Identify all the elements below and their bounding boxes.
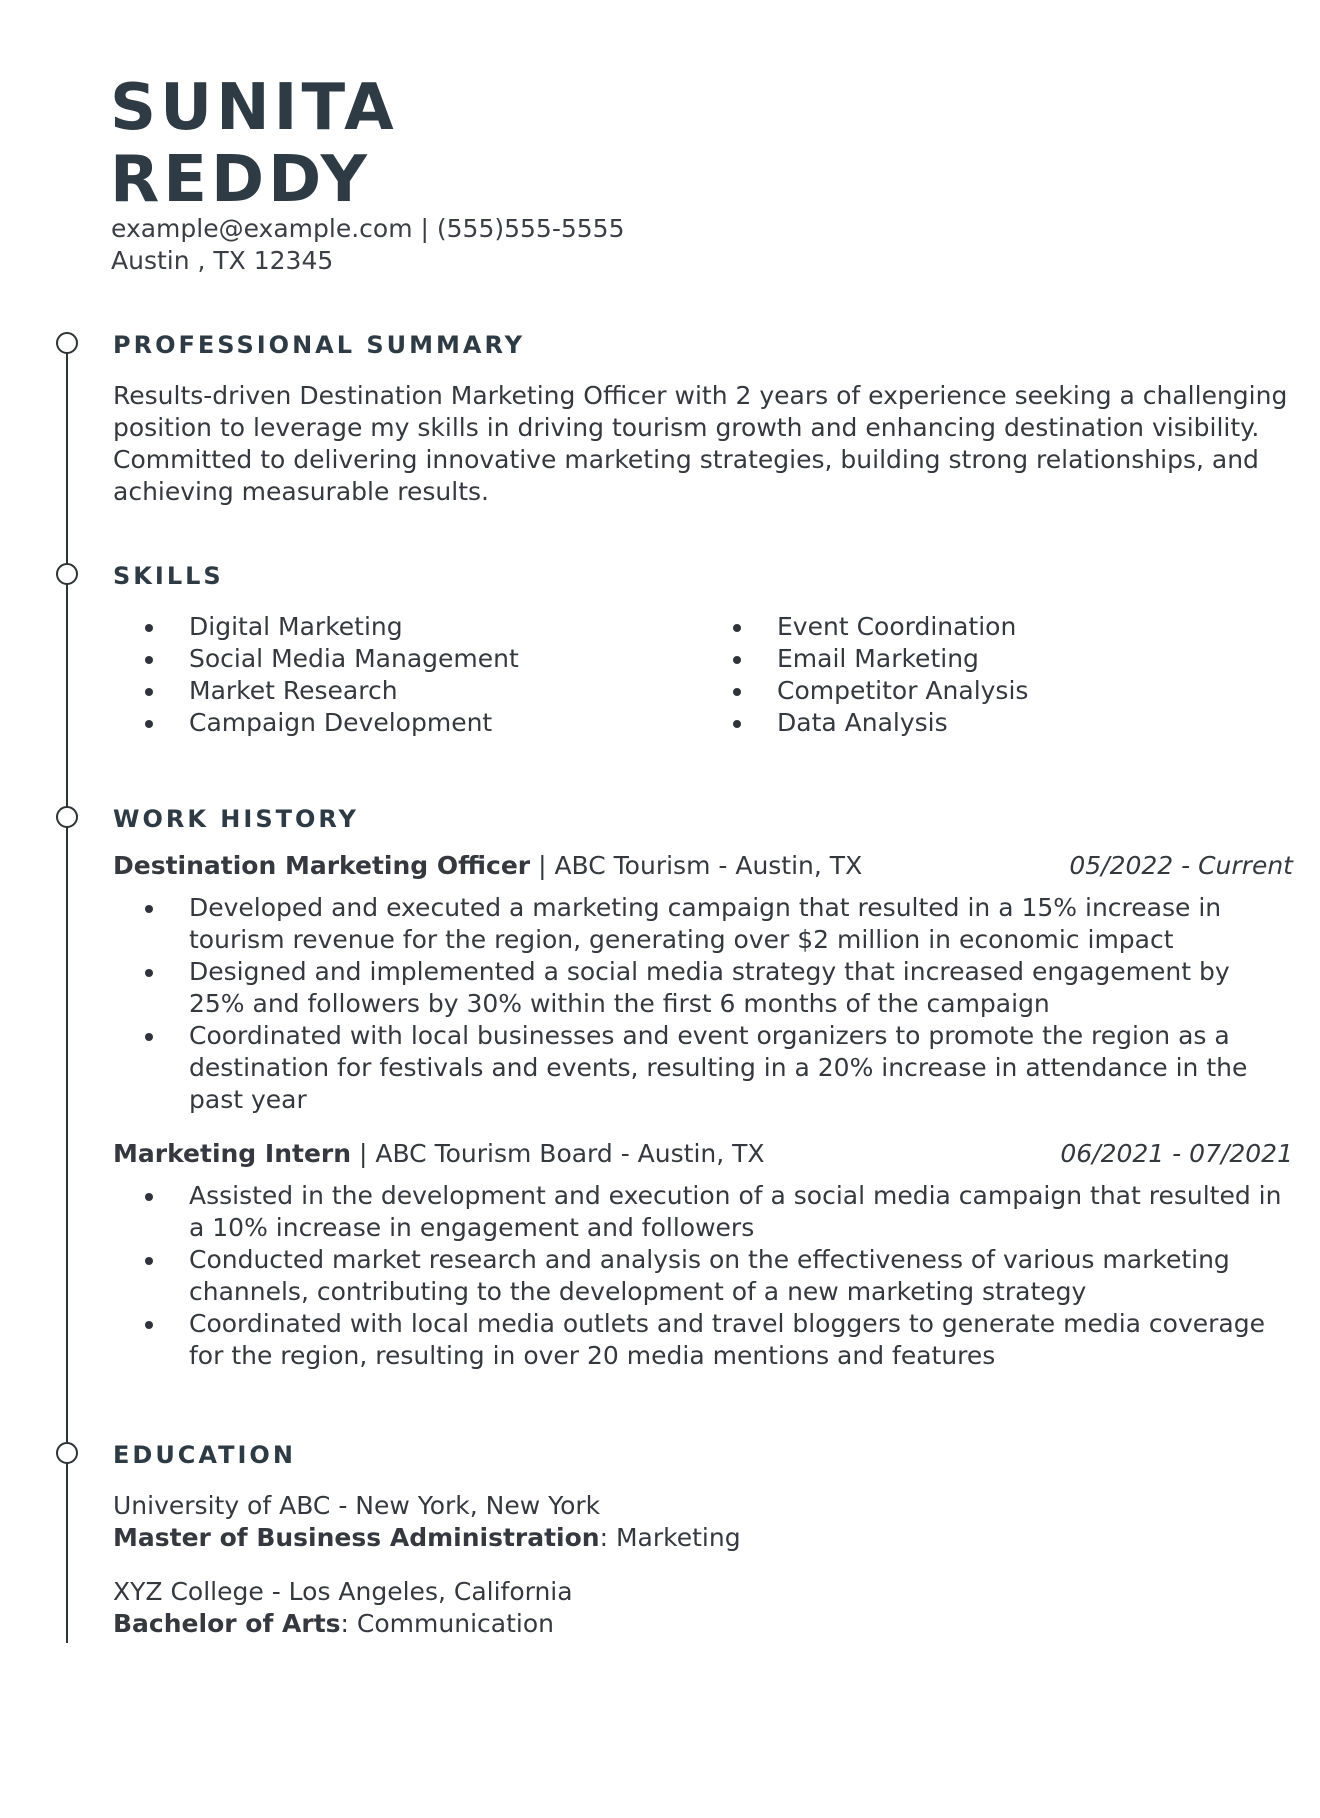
job-bullet: Designed and implemented a social media strategy that increased engagement by 25% and followers by 30% within the first 6 months of the campaign [113, 956, 1293, 1020]
school: XYZ College - Los Angeles, California [113, 1577, 573, 1606]
job-bullets [113, 892, 1293, 1116]
school: University of ABC - New York, New York [113, 1491, 601, 1520]
skill-item: Competitor Analysis [701, 675, 1289, 707]
phone[interactable]: (555)555-5555 [436, 214, 625, 243]
education-entry [113, 1490, 1293, 1554]
skill-item: Social Media Management [113, 643, 701, 675]
skill-item: Market Research [113, 675, 701, 707]
candidate-name [110, 72, 398, 216]
work-section [113, 804, 1293, 1372]
skills-section [113, 561, 1293, 739]
summary-text: Results-driven Destination Marketing Officer with 2 years of experience seeking a challenging position to leverage my skills in driving tourism growth and enhancing destination visibility. Committed to delivering innovative marketing strategies, building strong relationships, and achieving measurable results. [113, 381, 1288, 506]
job-role [113, 1138, 765, 1170]
degree: Bachelor of Arts [113, 1609, 341, 1638]
skill-item: Email Marketing [701, 643, 1289, 675]
job-role [113, 850, 862, 882]
location: Austin , TX 12345 [111, 246, 334, 275]
job-dates: 05/2022 - Current [1069, 851, 1293, 880]
job-bullets [113, 1180, 1293, 1372]
skills-column-left [113, 611, 701, 739]
skills-grid [113, 611, 1293, 739]
skill-item: Event Coordination [701, 611, 1289, 643]
section-title: PROFESSIONAL SUMMARY [113, 331, 526, 359]
section-title: SKILLS [113, 562, 224, 590]
degree-line [113, 1522, 1293, 1554]
education-entry [113, 1576, 1293, 1640]
degree: Master of Business Administration [113, 1523, 600, 1552]
skill-item: Data Analysis [701, 707, 1289, 739]
section-title: WORK HISTORY [113, 805, 359, 833]
email[interactable]: example@example.com [111, 214, 413, 243]
job-bullet: Coordinated with local media outlets and travel bloggers to generate media coverage for the region, resulting in over 20 media mentions and features [113, 1308, 1293, 1372]
job-title: Destination Marketing Officer [113, 851, 531, 880]
summary-section [113, 330, 1293, 508]
job-bullet: Assisted in the development and execution of a social media campaign that resulted in a 10% increase in engagement and followers [113, 1180, 1293, 1244]
job-bullet: Coordinated with local businesses and event organizers to promote the region as a destination for festivals and events, resulting in a 20% increase in attendance in the past year [113, 1020, 1293, 1116]
job-company: | ABC Tourism - Austin, TX [530, 851, 863, 880]
job-company: | ABC Tourism Board - Austin, TX [351, 1139, 765, 1168]
contact-separator: | [412, 214, 437, 243]
job-bullet: Conducted market research and analysis on the effectiveness of various marketing channels, contributing to the development of a new marketing strategy [113, 1244, 1293, 1308]
job-dates: 06/2021 - 07/2021 [1060, 1139, 1293, 1168]
section-title: EDUCATION [113, 1441, 296, 1469]
timeline-dot-summary [56, 332, 78, 354]
contact-line-1 [111, 213, 624, 245]
job-entry [113, 850, 1293, 1116]
skill-item: Digital Marketing [113, 611, 701, 643]
job-header [113, 1138, 1293, 1170]
contact-info [111, 213, 624, 277]
last-name: REDDY [110, 143, 371, 217]
education-section [113, 1440, 1293, 1640]
job-entry [113, 1138, 1293, 1372]
skill-item: Campaign Development [113, 707, 701, 739]
field-of-study: : Communication [340, 1609, 554, 1638]
job-header [113, 850, 1293, 882]
degree-line [113, 1608, 1293, 1640]
skills-column-right [701, 611, 1289, 739]
timeline-dot-education [56, 1442, 78, 1464]
timeline-dot-skills [56, 563, 78, 585]
job-title: Marketing Intern [113, 1139, 352, 1168]
first-name: SUNITA [110, 71, 398, 145]
job-bullet: Developed and executed a marketing campaign that resulted in a 15% increase in tourism revenue for the region, generating over $2 million in economic impact [113, 892, 1293, 956]
timeline-dot-work [56, 806, 78, 828]
field-of-study: : Marketing [599, 1523, 741, 1552]
